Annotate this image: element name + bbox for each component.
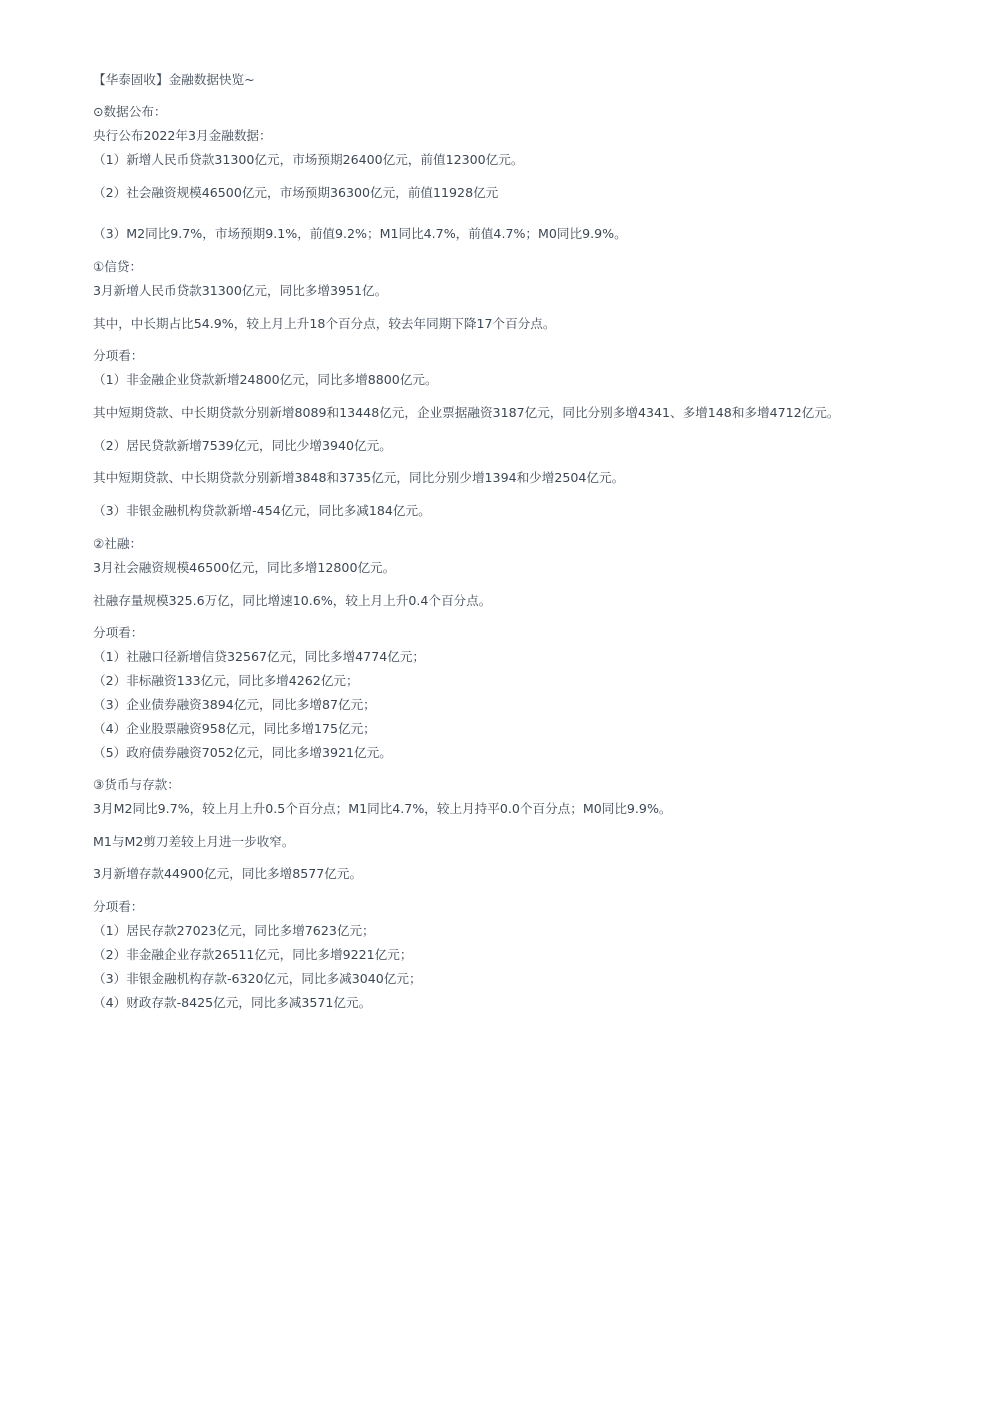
- paragraph: 3月社会融资规模46500亿元，同比多增12800亿元。: [93, 560, 396, 575]
- paragraph: 其中短期贷款、中长期贷款分别新增3848和3735亿元，同比分别少增1394和少增2504亿元。: [93, 470, 625, 485]
- paragraph: （2）非金融企业存款26511亿元，同比多增9221亿元；: [93, 947, 413, 962]
- paragraph: （4）财政存款-8425亿元，同比多减3571亿元。: [93, 995, 372, 1010]
- paragraph: 3月新增人民币贷款31300亿元，同比多增3951亿。: [93, 283, 388, 298]
- paragraph: （1）新增人民币贷款31300亿元，市场预期26400亿元，前值12300亿元。: [93, 152, 524, 167]
- section-heading-money-deposits: ③货币与存款：: [93, 777, 180, 792]
- paragraph: （1）社融口径新增信贷32567亿元，同比多增4774亿元；: [93, 649, 426, 664]
- paragraph: （3）企业债券融资3894亿元，同比多增87亿元；: [93, 697, 376, 712]
- paragraph: M1与M2剪刀差较上月进一步收窄。: [93, 834, 295, 849]
- subheading: 分项看：: [93, 899, 144, 914]
- paragraph: 其中短期贷款、中长期贷款分别新增8089和13448亿元，企业票据融资3187亿元，同比分别多增4341、多增148和多增4712亿元。: [93, 405, 840, 420]
- section-heading-social-financing: ②社融：: [93, 536, 143, 551]
- paragraph: 3月新增存款44900亿元，同比多增8577亿元。: [93, 866, 363, 881]
- paragraph: 央行公布2022年3月金融数据：: [93, 128, 272, 143]
- section-heading-data-release: ⊙数据公布：: [93, 104, 167, 119]
- document-title: 【华泰固收】金融数据快览~: [93, 72, 255, 87]
- paragraph: （2）社会融资规模46500亿元，市场预期36300亿元，前值11928亿元: [93, 185, 499, 200]
- section-heading-credit: ①信贷：: [93, 259, 143, 274]
- subheading: 分项看：: [93, 625, 144, 640]
- paragraph: （1）非金融企业贷款新增24800亿元，同比多增8800亿元。: [93, 372, 438, 387]
- paragraph: （2）非标融资133亿元，同比多增4262亿元；: [93, 673, 359, 688]
- paragraph: （2）居民贷款新增7539亿元，同比少增3940亿元。: [93, 438, 392, 453]
- paragraph: （3）M2同比9.7%，市场预期9.1%，前值9.2%；M1同比4.7%，前值4.7%；M0同比9.9%。: [93, 226, 627, 241]
- paragraph: （4）企业股票融资958亿元，同比多增175亿元；: [93, 721, 376, 736]
- paragraph: （3）非银金融机构贷款新增-454亿元，同比多减184亿元。: [93, 503, 431, 518]
- paragraph: （5）政府债券融资7052亿元，同比多增3921亿元。: [93, 745, 392, 760]
- subheading: 分项看：: [93, 348, 144, 363]
- paragraph: （3）非银金融机构存款-6320亿元，同比多减3040亿元；: [93, 971, 422, 986]
- paragraph: 3月M2同比9.7%，较上月上升0.5个百分点；M1同比4.7%，较上月持平0.0个百分点；M0同比9.9%。: [93, 801, 672, 816]
- paragraph: （1）居民存款27023亿元，同比多增7623亿元；: [93, 923, 375, 938]
- paragraph: 社融存量规模325.6万亿，同比增速10.6%，较上月上升0.4个百分点。: [93, 593, 492, 608]
- paragraph: 其中，中长期占比54.9%，较上月上升18个百分点，较去年同期下降17个百分点。: [93, 316, 556, 331]
